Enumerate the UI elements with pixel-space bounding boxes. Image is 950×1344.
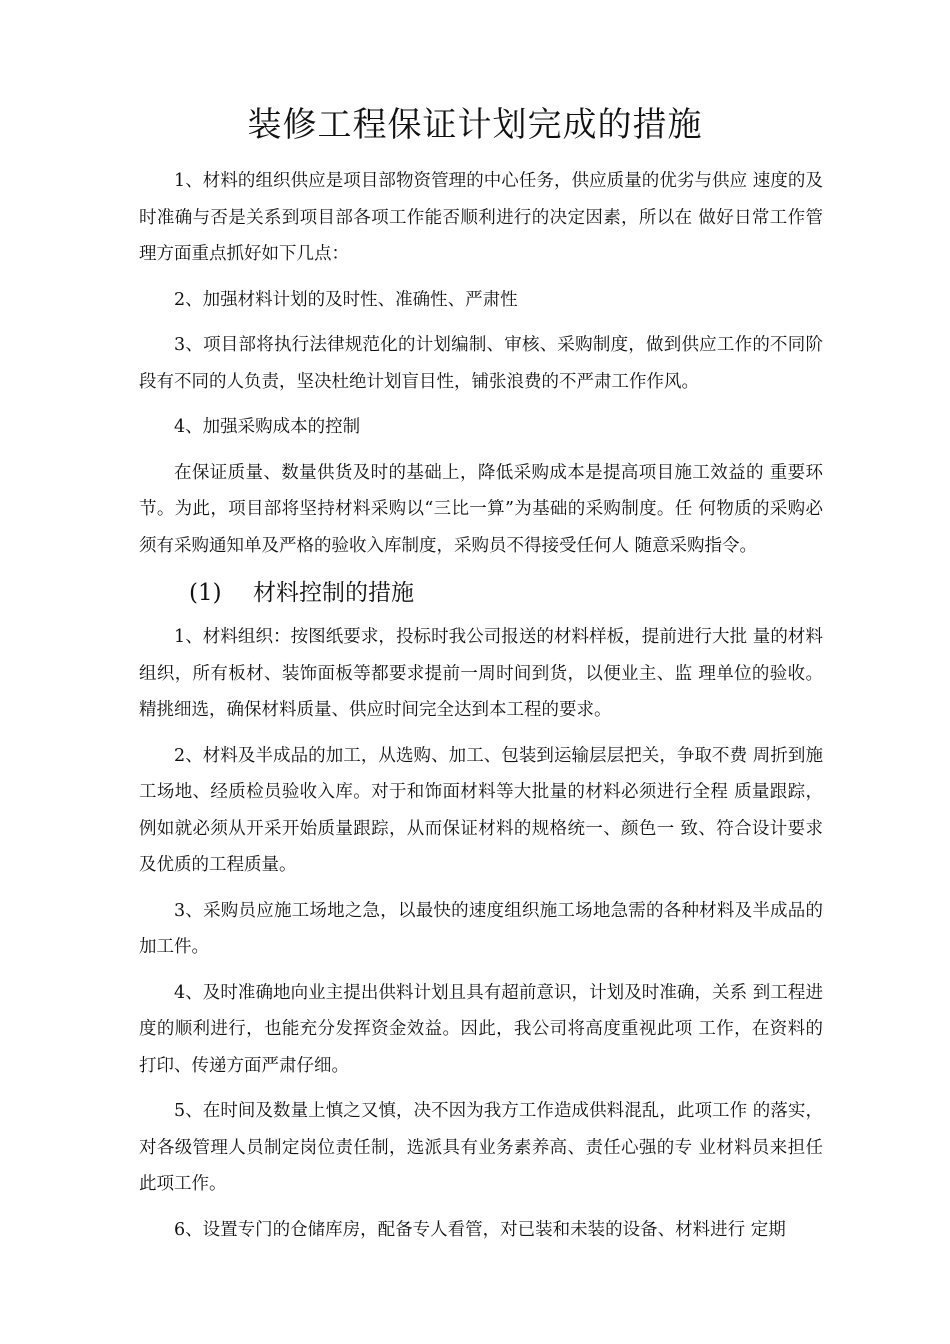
section-number: (1) — [189, 580, 222, 606]
paragraph-measure-3: 3、采购员应施工场地之急，以最快的速度组织施工场地急需的各种材料及半成品的 加工件。 — [139, 900, 823, 957]
paragraph-measure-1: 1、材料组织：按图纸要求，投标时我公司报送的材料样板，提前进行大批 量的材料组织，所有板材、装饰面板等都要求提前一周时间到货，以便业主、监 理单位的验收。精挑细选，确保材料质量、供应时间完全达到本工程的要求。 — [139, 627, 823, 720]
paragraph-intro-5: 在保证质量、数量供货及时的基础上，降低采购成本是提高项目施工效益的 重要环节。为此，项目部将坚持材料采购以“三比一算”为基础的采购制度。任 何物质的采购必须有采购通知单及严格的验收入库制度，采购员不得接受任何人 随意采购指令。 — [139, 462, 823, 556]
paragraph-measure-4: 4、及时准确地向业主提出供料计划且具有超前意识，计划及时准确，关系 到工程进度的顺利进行，也能充分发挥资金效益。因此，我公司将高度重视此项 工作，在资料的打印、传递方面严肃仔细。 — [139, 982, 823, 1076]
section-heading-text: 材料控制的措施 — [253, 580, 414, 606]
paragraph-intro-1: 1、材料的组织供应是项目部物资管理的中心任务，供应质量的优劣与供应 速度的及时准确与否是关系到项目部各项工作能否顺利进行的决定因素，所以在 做好日常工作管理方面重点抓好如下几点： — [139, 171, 823, 264]
paragraph-intro-4: 4、加强采购成本的控制 — [174, 417, 361, 437]
paragraph-measure-5: 5、在时间及数量上慎之又慎，决不因为我方工作造成供料混乱，此项工作 的落实，对各级管理人员制定岗位责任制，选派具有业务素养高、责任心强的专 业材料员来担任此项工作。 — [139, 1101, 823, 1194]
paragraph-intro-3: 3、项目部将执行法律规范化的计划编制、审核、采购制度，做到供应工作的不同阶段有不同的人负责，坚决杜绝计划盲目性，铺张浪费的不严肃工作作风。 — [139, 335, 823, 392]
paragraph-measure-2: 2、材料及半成品的加工，从选购、加工、包装到运输层层把关，争取不费 周折到施工场地、经质检员验收入库。对于和饰面材料等大批量的材料必须进行全程 质量跟踪，例如就必须从开采开始质量跟踪，从而保证材料的规格统一、颜色一 致、符合设计要求及优质的工程质量。 — [139, 745, 823, 875]
paragraph-measure-6: 6、设置专门的仓储库房，配备专人看管，对已装和未装的设备、材料进行 定期 — [174, 1219, 786, 1240]
document-title: 装修工程保证计划完成的措施 — [247, 105, 703, 145]
paragraph-intro-2: 2、加强材料计划的及时性、准确性、严肃性 — [174, 289, 518, 310]
document-body — [139, 163, 823, 1257]
section-heading — [139, 573, 823, 613]
